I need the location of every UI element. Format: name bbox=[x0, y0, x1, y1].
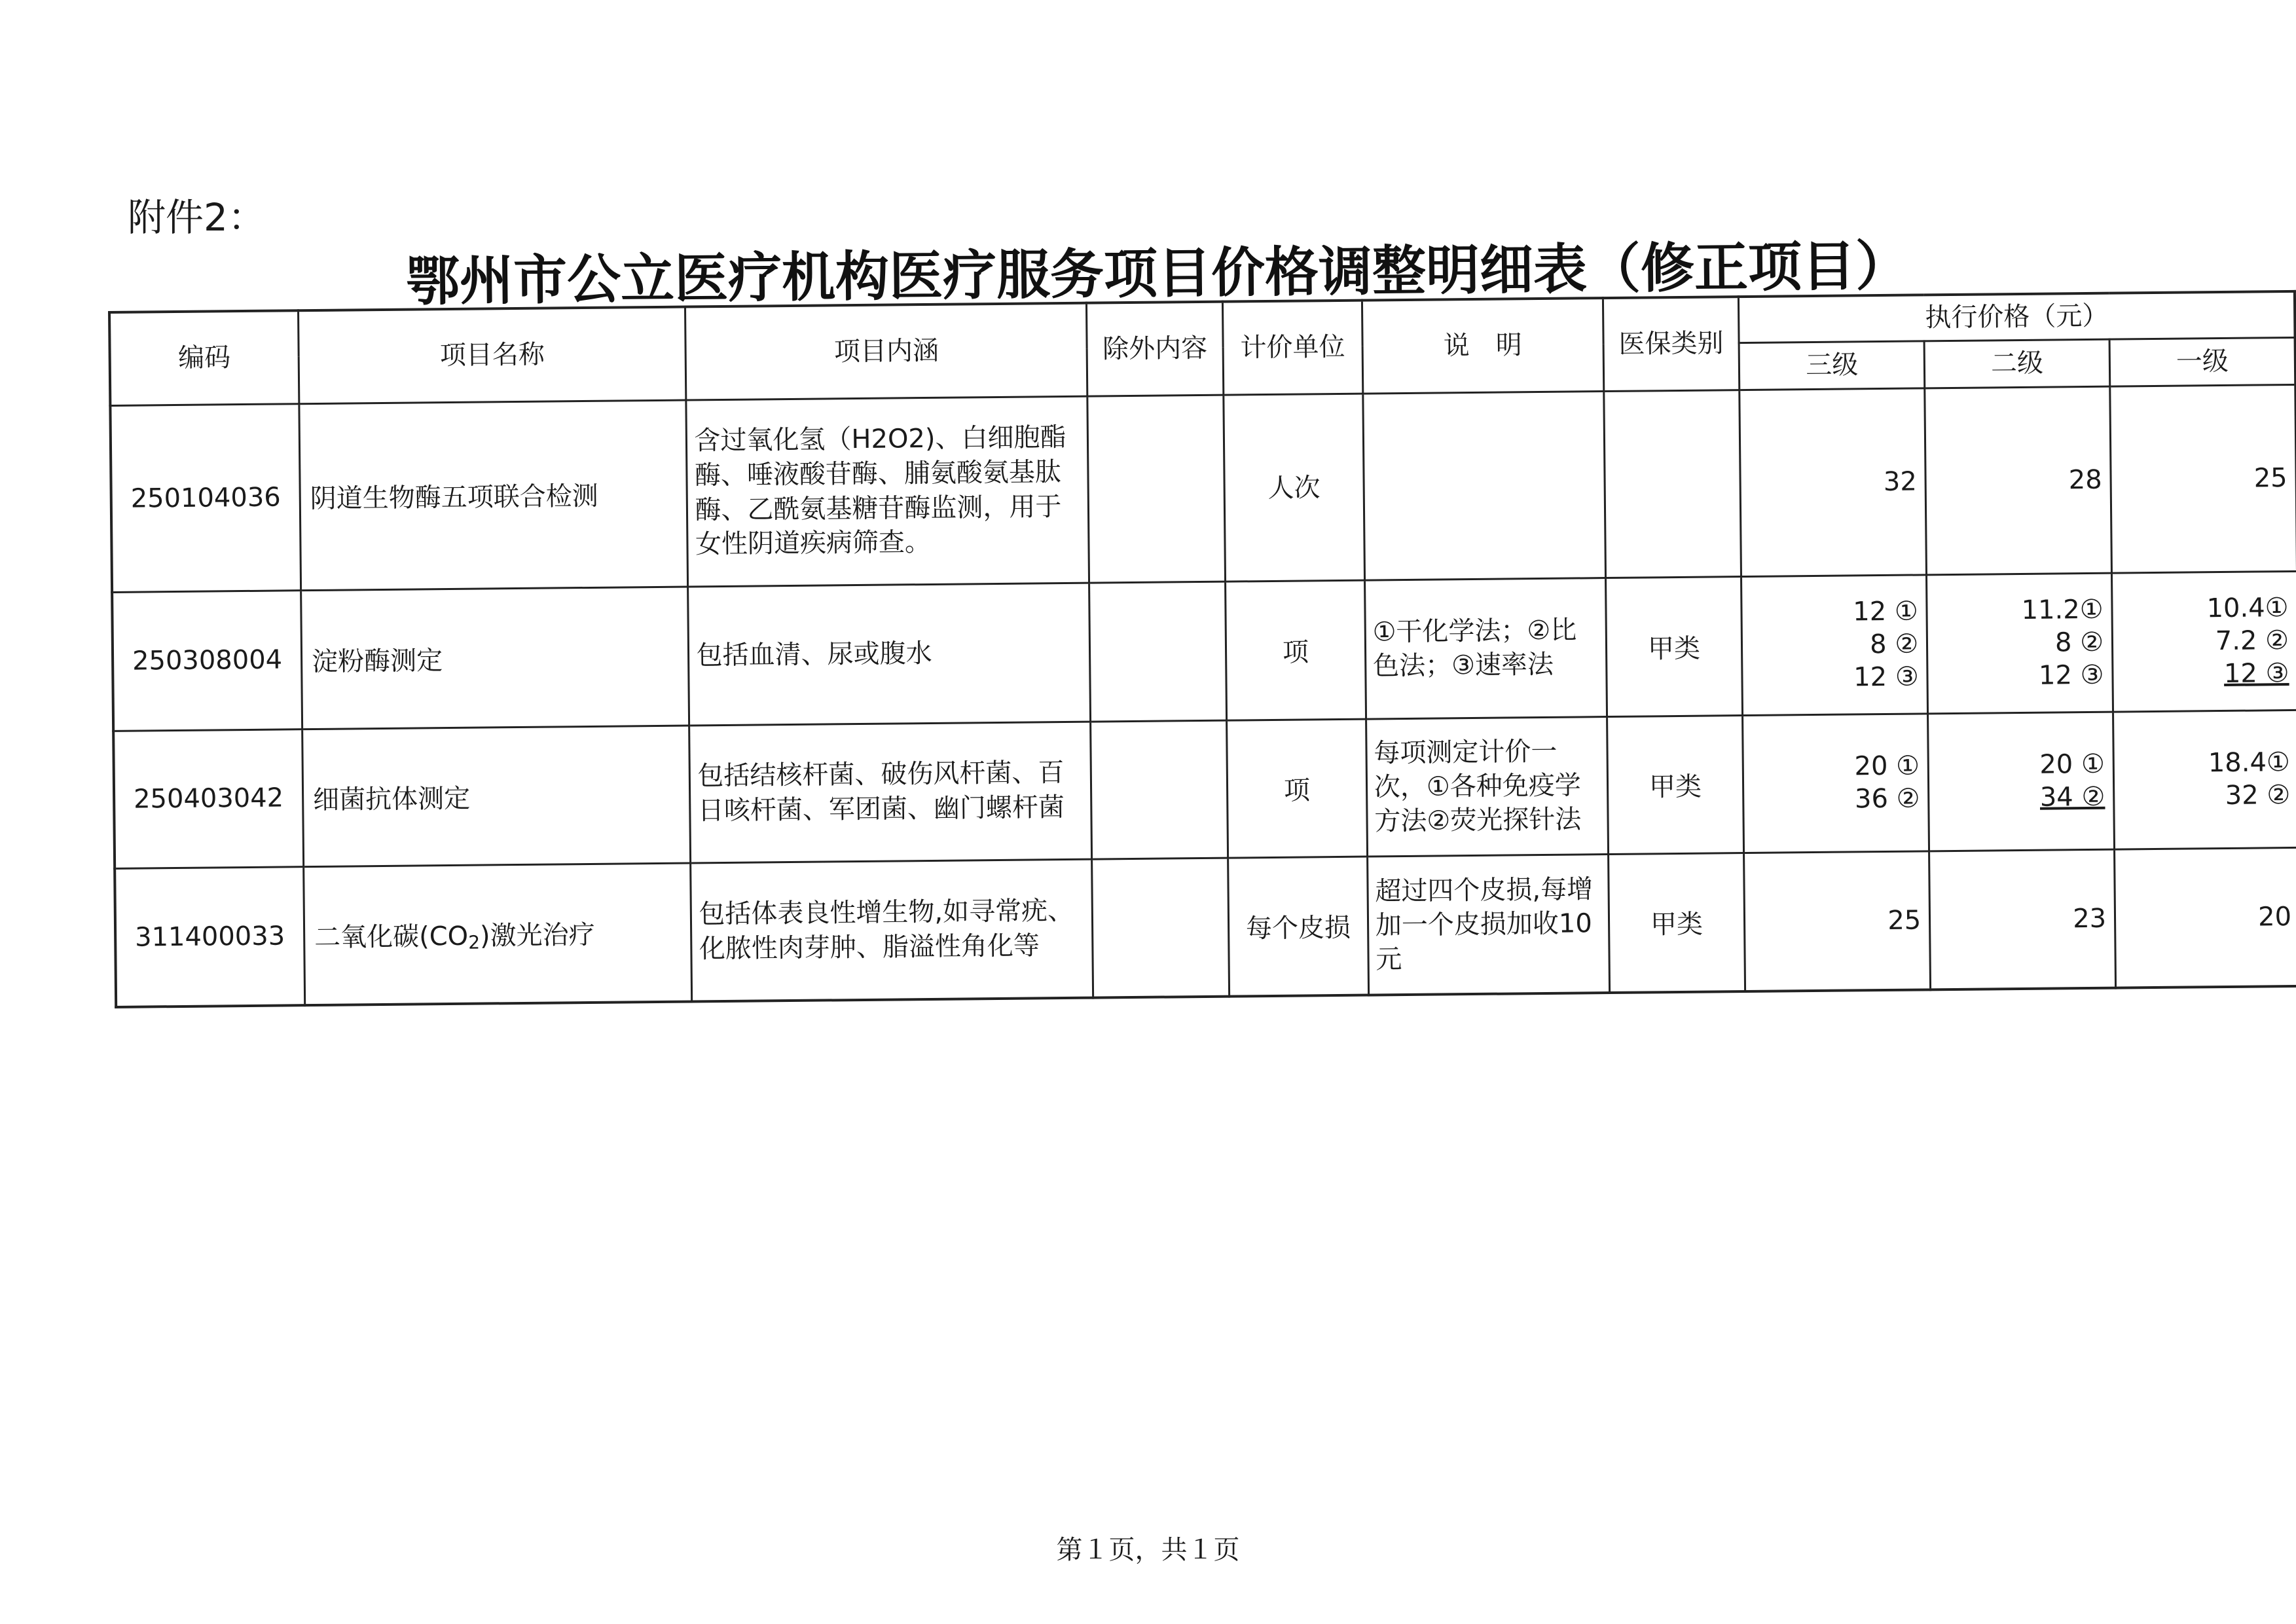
cell-content: 包括结核杆菌、破伤风杆菌、百日咳杆菌、军团菌、幽门螺杆菌 bbox=[689, 722, 1092, 863]
price-value: 20 bbox=[2257, 901, 2292, 932]
cell-insurance: 甲类 bbox=[1607, 715, 1744, 854]
name-text-post: )激光治疗 bbox=[479, 919, 595, 951]
price-value: 25 bbox=[1887, 905, 1922, 936]
price-value: 12 ③ bbox=[2038, 659, 2104, 691]
cell-price-level3 bbox=[1743, 713, 1929, 853]
cell-price-level2 bbox=[1927, 573, 2113, 714]
price-value: 32 bbox=[1883, 466, 1918, 497]
attachment-label: 附件2： bbox=[128, 195, 266, 240]
header-insurance: 医保类别 bbox=[1603, 297, 1740, 391]
cell-unit: 人次 bbox=[1224, 394, 1365, 581]
header-excluded: 除外内容 bbox=[1087, 302, 1224, 396]
cell-name bbox=[304, 862, 693, 1005]
cell-price-level1 bbox=[2115, 847, 2296, 988]
cell-price-level2 bbox=[1928, 712, 2115, 851]
cell-price-level2 bbox=[1925, 386, 2112, 575]
cell-code: 250403042 bbox=[113, 729, 303, 868]
cell-content: 含过氧化氢（H2O2)、白细胞酯酶、唾液酸苷酶、脯氨酸氨基肽酶、乙酰氨基糖苷酶监测，用于女性阴道疾病筛查。 bbox=[686, 396, 1089, 587]
cell-excluded bbox=[1089, 581, 1227, 722]
header-code: 编码 bbox=[109, 310, 299, 405]
price-value: 32 ② bbox=[2225, 780, 2291, 811]
cell-note: ①干化学法；②比色法；③速率法 bbox=[1364, 578, 1607, 719]
cell-name: 细菌抗体测定 bbox=[302, 726, 691, 867]
cell-excluded bbox=[1092, 858, 1230, 998]
cell-price-level3 bbox=[1740, 388, 1927, 576]
header-name: 项目名称 bbox=[298, 307, 686, 404]
header-level2: 二级 bbox=[1924, 339, 2110, 388]
price-value: 36 ② bbox=[1854, 783, 1920, 815]
header-level1: 一级 bbox=[2109, 337, 2295, 386]
cell-note bbox=[1363, 391, 1605, 580]
name-text-pre: 二氧化碳(CO bbox=[314, 921, 469, 953]
cell-price-level2 bbox=[1929, 849, 2116, 990]
cell-name: 阴道生物酶五项联合检测 bbox=[299, 400, 688, 591]
cell-price-level1 bbox=[2112, 571, 2296, 712]
cell-price-level3 bbox=[1741, 574, 1928, 715]
price-value: 20 ① bbox=[2039, 748, 2105, 780]
table-row bbox=[115, 847, 2296, 1007]
header-price-group: 执行价格（元） bbox=[1739, 291, 2295, 342]
table-row bbox=[110, 384, 2296, 592]
price-value: 28 bbox=[2068, 464, 2102, 495]
price-value: 18.4① bbox=[2208, 747, 2290, 779]
price-value: 7.2 ② bbox=[2215, 625, 2289, 657]
cell-price-level3 bbox=[1744, 851, 1931, 991]
price-value: 12 ③ bbox=[2223, 658, 2289, 690]
header-content: 项目内涵 bbox=[685, 303, 1087, 400]
price-value: 8 ② bbox=[2054, 627, 2104, 658]
cell-name: 淀粉酶测定 bbox=[301, 587, 690, 729]
cell-insurance bbox=[1603, 390, 1741, 578]
price-value: 11.2① bbox=[2021, 594, 2104, 625]
table-row bbox=[113, 710, 2296, 868]
price-value: 12 ① bbox=[1853, 596, 1918, 627]
cell-unit: 每个皮损 bbox=[1228, 857, 1369, 997]
price-table bbox=[108, 290, 2296, 1008]
cell-excluded bbox=[1091, 720, 1228, 859]
cell-unit: 项 bbox=[1227, 719, 1368, 858]
cell-note: 超过四个皮损,每增加一个皮损加收10元 bbox=[1367, 854, 1609, 995]
page-footer: 第１页，共１页 bbox=[1056, 1535, 1240, 1565]
table-row bbox=[112, 571, 2296, 731]
cell-content: 包括体表良性增生物,如寻常疣、化脓性肉芽肿、脂溢性角化等 bbox=[691, 859, 1093, 1002]
price-value: 20 ① bbox=[1854, 750, 1920, 782]
price-value: 10.4① bbox=[2206, 593, 2289, 624]
cell-insurance: 甲类 bbox=[1608, 853, 1745, 993]
price-table-wrapper bbox=[108, 290, 2296, 1008]
price-value: 25 bbox=[2253, 462, 2287, 494]
cell-price-level1 bbox=[2110, 384, 2296, 573]
price-value: 12 ③ bbox=[1853, 661, 1919, 693]
cell-unit: 项 bbox=[1225, 580, 1366, 720]
cell-note: 每项测定计价一次，①各种免疫学方法②荧光探针法 bbox=[1366, 716, 1608, 857]
cell-insurance: 甲类 bbox=[1605, 576, 1743, 716]
document-title: 鄂州市公立医疗机构医疗服务项目价格调整明细表（修正项目） bbox=[405, 234, 1910, 313]
name-subscript: 2 bbox=[468, 931, 481, 953]
cell-code: 311400033 bbox=[115, 866, 304, 1007]
header-note: 说 明 bbox=[1362, 298, 1603, 394]
header-unit: 计价单位 bbox=[1222, 301, 1362, 395]
cell-price-level1 bbox=[2113, 710, 2296, 849]
price-value: 34 ② bbox=[2039, 781, 2105, 813]
header-level3: 三级 bbox=[1739, 341, 1925, 390]
cell-code: 250308004 bbox=[112, 590, 302, 731]
cell-content: 包括血清、尿或腹水 bbox=[688, 583, 1091, 726]
cell-code: 250104036 bbox=[110, 403, 301, 592]
cell-excluded bbox=[1087, 395, 1226, 583]
price-value: 23 bbox=[2072, 903, 2107, 934]
price-value: 8 ② bbox=[1869, 629, 1919, 660]
